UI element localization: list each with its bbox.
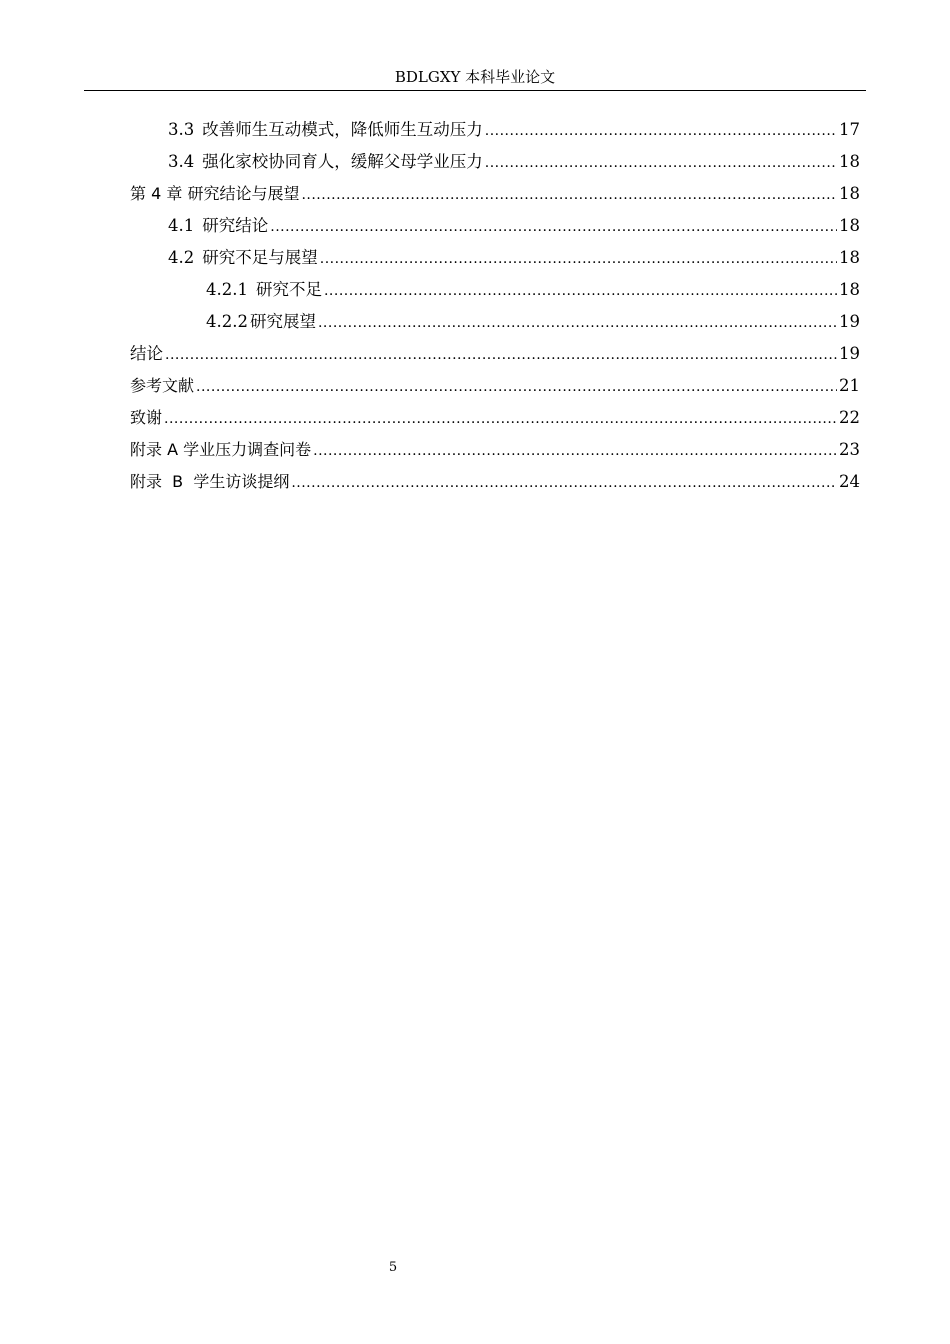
toc-entry-title: 附录 B 学生访谈提纲 <box>130 472 290 491</box>
toc-entry-conclusion[interactable] <box>130 341 860 373</box>
toc-entry-page: 18 <box>839 184 860 203</box>
toc-entry-number: 3.4 <box>168 152 195 171</box>
dot-leader <box>165 342 837 368</box>
toc-entry-appendix-a[interactable] <box>130 437 860 469</box>
toc-entry-references[interactable] <box>130 373 860 405</box>
toc-entry-number: 4.2.1 <box>206 280 248 299</box>
toc-entry-page: 24 <box>839 472 860 491</box>
toc-entry-page: 18 <box>839 216 860 235</box>
toc-entry-text: 研究结论 <box>202 216 269 235</box>
dot-leader <box>196 374 837 400</box>
toc-entry-page: 21 <box>839 376 860 395</box>
toc-entry-title: 结论 <box>130 344 163 363</box>
toc-entry-text: 研究不足与展望 <box>202 248 318 267</box>
toc-entry-3-4[interactable] <box>130 149 860 181</box>
toc-entry-title <box>168 149 483 175</box>
toc-entry-page: 23 <box>839 440 860 459</box>
dot-leader <box>164 406 837 432</box>
toc-entry-title: 致谢 <box>130 408 163 427</box>
toc-entry-page: 22 <box>839 408 860 427</box>
toc-entry-number: 4.1 <box>168 216 195 235</box>
toc-entry-text: 强化家校协同育人，缓解父母学业压力 <box>202 152 483 171</box>
toc-entry-title: 第 4 章 研究结论与展望 <box>130 184 300 203</box>
toc-entry-page: 17 <box>839 120 860 139</box>
page-header <box>84 66 866 91</box>
toc-entry-page: 18 <box>839 280 860 299</box>
toc-entry-title <box>206 309 316 335</box>
toc-entry-text: 研究展望 <box>249 312 316 331</box>
dot-leader <box>324 278 837 304</box>
page-number: 5 <box>388 1260 398 1275</box>
dot-leader <box>291 470 837 496</box>
toc-entry-4-1[interactable] <box>130 213 860 245</box>
toc-entry-text: 改善师生互动模式，降低师生互动压力 <box>202 120 483 139</box>
toc-entry-title <box>168 213 268 239</box>
toc-entry-title <box>206 277 322 303</box>
dot-leader <box>313 438 837 464</box>
toc-entry-page: 18 <box>839 152 860 171</box>
toc-entry-number: 4.2.2 <box>206 312 248 331</box>
toc-entry-4-2-1[interactable] <box>130 277 860 309</box>
toc-entry-4-2-2[interactable] <box>130 309 860 341</box>
toc-entry-chapter-4[interactable] <box>130 181 860 213</box>
toc-entry-page: 18 <box>839 248 860 267</box>
dot-leader <box>320 246 837 272</box>
toc-entry-acknowledgements[interactable] <box>130 405 860 437</box>
toc-entry-page: 19 <box>839 312 860 331</box>
toc-entry-appendix-b[interactable] <box>130 469 860 501</box>
toc-entry-page: 19 <box>839 344 860 363</box>
header-title: BDLGXY 本科毕业论文 <box>394 68 556 86</box>
toc-entry-4-2[interactable] <box>130 245 860 277</box>
toc-entry-title <box>168 245 318 271</box>
toc-entry-title <box>168 117 483 143</box>
dot-leader <box>485 118 837 144</box>
dot-leader <box>485 150 837 176</box>
toc-entry-text: 研究不足 <box>255 280 322 299</box>
dot-leader <box>318 310 837 336</box>
toc-entry-title: 附录 A 学业压力调查问卷 <box>130 440 312 459</box>
toc-entry-number: 4.2 <box>168 248 195 267</box>
toc-entry-number: 3.3 <box>168 120 195 139</box>
toc-entry-title: 参考文献 <box>130 376 195 395</box>
table-of-contents <box>130 117 860 501</box>
toc-entry-3-3[interactable] <box>130 117 860 149</box>
dot-leader <box>270 214 837 240</box>
dot-leader <box>301 182 837 208</box>
